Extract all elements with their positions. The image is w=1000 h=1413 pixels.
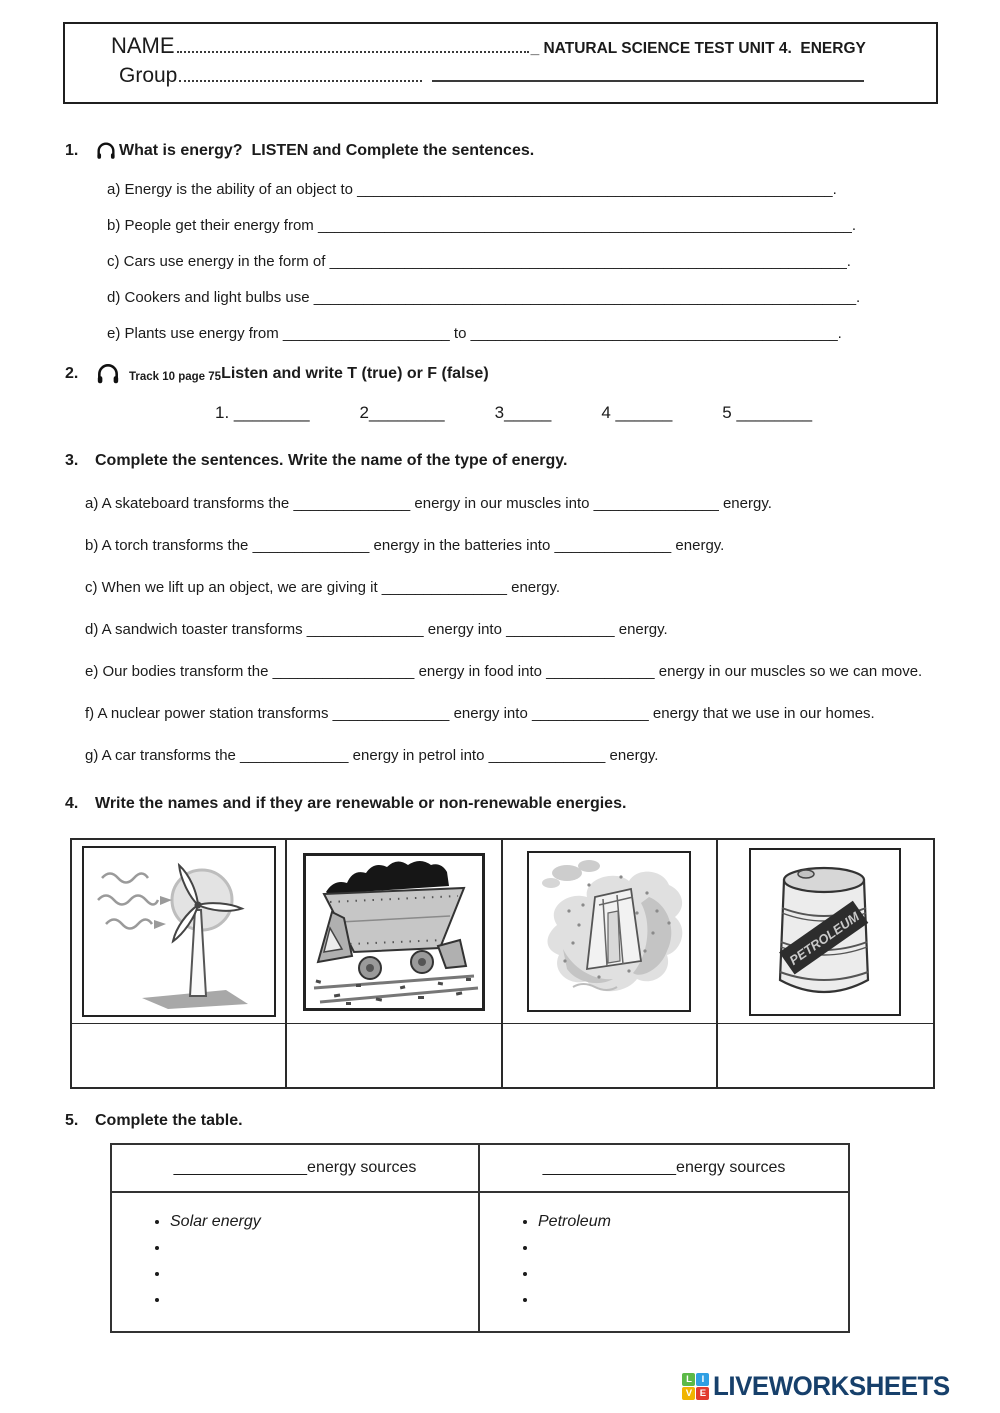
- question-1-number: 1.: [65, 142, 79, 159]
- group-label: Group: [119, 64, 178, 87]
- q5-right-cell: [480, 1193, 848, 1331]
- name-group-box: [63, 22, 938, 104]
- q1-item-a[interactable]: a) Energy is the ability of an object to _________________________________________________________.: [107, 181, 837, 198]
- question-5-title: Complete the table.: [95, 1112, 243, 1129]
- question-1-heading: [65, 140, 860, 162]
- logo-square-e: E: [696, 1387, 709, 1400]
- q5-left-cell: [112, 1193, 480, 1331]
- question-3-title: Complete the sentences. Write the name of the type of energy.: [95, 452, 568, 469]
- q3-item-f[interactable]: f) A nuclear power station transforms ______________ energy into ______________ energy that we use in our homes.: [85, 705, 875, 722]
- q2-answer-1[interactable]: 1. ________: [215, 403, 310, 422]
- q5-left-item-1: • Solar energy: [170, 1213, 478, 1232]
- name-blank-line[interactable]: [177, 37, 529, 53]
- group-blank-line[interactable]: [179, 66, 422, 82]
- q3-item-b[interactable]: b) A torch transforms the ______________ energy in the batteries into ______________ energy.: [85, 537, 725, 554]
- question-4-heading: [65, 795, 626, 813]
- q5-left-list: [152, 1213, 478, 1310]
- q4-answer-cell-3[interactable]: [503, 1024, 718, 1087]
- question-4-number: 4.: [65, 795, 79, 812]
- q5-right-list: [520, 1213, 848, 1310]
- q4-answer-cell-2[interactable]: [287, 1024, 502, 1087]
- liveworksheets-logo-grid: [682, 1373, 709, 1400]
- q5-left-item-2[interactable]: [170, 1239, 478, 1258]
- q2-answer-3[interactable]: 3_____: [494, 403, 552, 422]
- question-5-number: 5.: [65, 1112, 79, 1129]
- hydroelectric-dam-image: [527, 851, 691, 1012]
- liveworksheets-logo[interactable]: [682, 1371, 960, 1402]
- q4-image-cell-4: [718, 840, 933, 1024]
- name-label: NAME: [111, 33, 175, 58]
- q5-energy-sources-table: [110, 1143, 850, 1333]
- question-2-heading: [65, 361, 812, 387]
- coal-wagon-image: [303, 853, 485, 1011]
- petroleum-barrel-image: [749, 848, 901, 1016]
- q1-item-e[interactable]: e) Plants use energy from ____________________ to ____________________________________________.: [107, 325, 842, 342]
- q4-answer-cell-1[interactable]: [72, 1024, 287, 1087]
- petroleum-barrel-label: PETROLEUM: [786, 908, 863, 968]
- question-2-number: 2.: [65, 365, 79, 382]
- q5-left-item-4[interactable]: [170, 1291, 478, 1310]
- logo-square-v: V: [682, 1387, 695, 1400]
- question-2-title: Listen and write T (true) or F (false): [221, 365, 489, 382]
- q4-image-cell-1: [72, 840, 287, 1024]
- headphones-icon: [95, 140, 117, 162]
- q1-item-d[interactable]: d) Cookers and light bulbs use _________________________________________________________________.: [107, 289, 861, 306]
- q3-item-e[interactable]: e) Our bodies transform the _________________ energy in food into _____________ energy in our muscles so we can move.: [85, 663, 923, 680]
- q5-renewable-header[interactable]: _______________energy sources: [112, 1145, 480, 1193]
- q4-answer-cell-4[interactable]: [718, 1024, 933, 1087]
- q5-right-item-1: • Petroleum: [538, 1213, 848, 1232]
- question-3: [65, 452, 922, 764]
- question-1: [65, 140, 860, 342]
- q3-item-c[interactable]: c) When we lift up an object, we are giving it _______________ energy.: [85, 579, 561, 596]
- worksheet-title: _ NATURAL SCIENCE TEST UNIT 4. ENERGY: [530, 40, 866, 57]
- q2-answer-2[interactable]: 2________: [359, 403, 445, 422]
- q2-answer-5[interactable]: 5 ________: [722, 403, 813, 422]
- q2-answer-row: [215, 403, 812, 423]
- q5-nonrenewable-header[interactable]: _______________energy sources: [480, 1145, 848, 1193]
- question-4: [65, 795, 626, 813]
- q5-right-item-2[interactable]: [538, 1239, 848, 1258]
- q4-image-cell-3: [503, 840, 718, 1024]
- group-answer-line[interactable]: [432, 66, 864, 82]
- q1-item-b[interactable]: b) People get their energy from ________________________________________________________________.: [107, 217, 857, 234]
- q5-left-item-3[interactable]: [170, 1265, 478, 1284]
- q3-item-a[interactable]: a) A skateboard transforms the ______________ energy in our muscles into _______________ energy.: [85, 495, 772, 512]
- wind-turbine-image: [82, 846, 276, 1017]
- liveworksheets-brand-text: LIVEWORKSHEETS: [713, 1371, 951, 1401]
- q5-right-item-4[interactable]: [538, 1291, 848, 1310]
- logo-square-l: L: [682, 1373, 695, 1386]
- headphones-icon: [95, 361, 121, 387]
- question-2: [65, 361, 812, 423]
- question-3-heading: [65, 452, 922, 470]
- question-5-heading: [65, 1112, 243, 1130]
- question-1-title: What is energy? LISTEN and Complete the sentences.: [119, 142, 535, 159]
- question-4-title: Write the names and if they are renewable or non-renewable energies.: [95, 795, 627, 812]
- question-3-number: 3.: [65, 452, 79, 469]
- q4-images-table: [70, 838, 935, 1089]
- q1-item-c[interactable]: c) Cars use energy in the form of ______________________________________________________________.: [107, 253, 851, 270]
- logo-square-i: I: [696, 1373, 709, 1386]
- track-reference: Track 10 page 75: [129, 371, 222, 383]
- q2-answer-4[interactable]: 4 ______: [601, 403, 673, 422]
- question-5: [65, 1112, 243, 1130]
- q3-item-g[interactable]: g) A car transforms the _____________ energy in petrol into ______________ energy.: [85, 747, 659, 764]
- q5-right-item-3[interactable]: [538, 1265, 848, 1284]
- q3-item-d[interactable]: d) A sandwich toaster transforms ______________ energy into _____________ energy.: [85, 621, 668, 638]
- q4-image-cell-2: [287, 840, 502, 1024]
